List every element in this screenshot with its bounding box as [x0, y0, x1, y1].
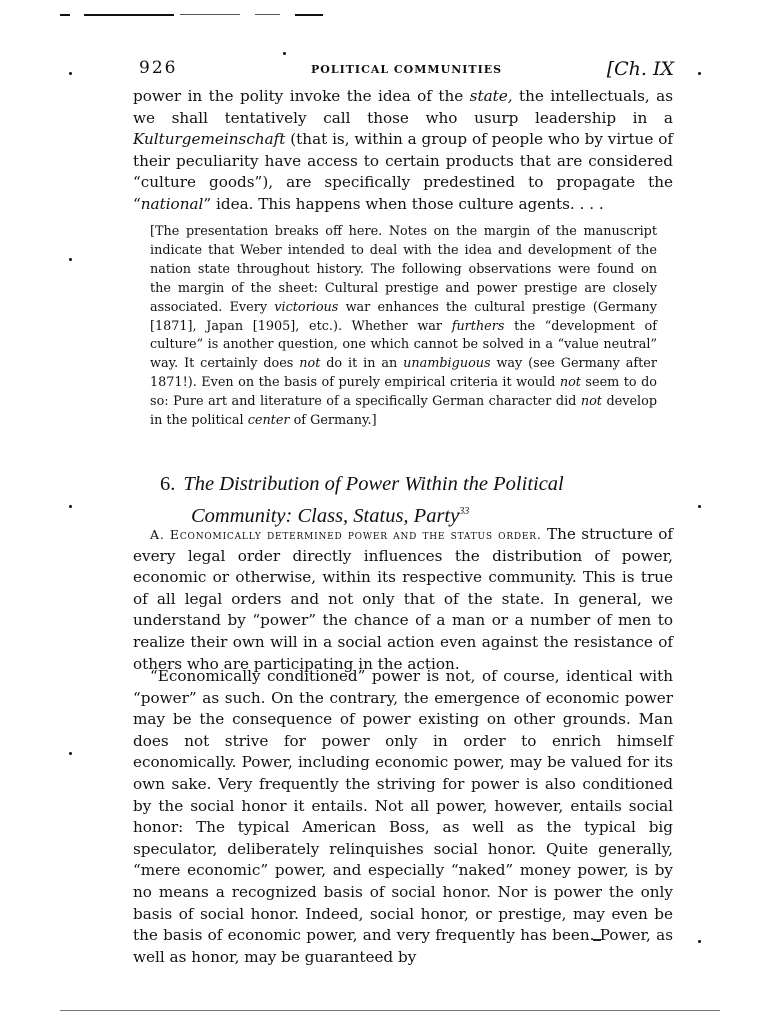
emphasis: not: [580, 394, 602, 410]
text-run: The structure of every legal order directly influences the distribution of power, economic or otherwise, within its respective community. This is true of all legal orders and not only that of the state. In general, we understand by “power” the chance of a man or a number of men to realize their own will in a social action even against the resistance of others who are participating in the action.: [133, 525, 673, 673]
text-run: do it in an: [320, 356, 404, 372]
text-run: [The presentation breaks off here. Notes on the margin of the manuscript indicate that Weber intended to deal with the idea and development of the nation state throughout history. The following observations were found on the margin of the sheet: Cultural prestige and power prestige are closely associated. Every: [150, 224, 657, 315]
text-run: seem to do so: Pure art and literature of a specifically German character did: [150, 375, 658, 410]
emphasis: national: [140, 194, 204, 213]
scan-artifact-dot: [69, 258, 72, 261]
text-run: of Germany.]: [289, 413, 377, 429]
subsection-paragraph: [133, 524, 673, 675]
scan-artifact-dot: [283, 52, 286, 55]
body-paragraph: [133, 666, 673, 968]
running-title: POLITICAL COMMUNITIES: [311, 63, 503, 76]
emphasis: not: [299, 356, 321, 372]
text-run: the “development of culture” is another question, one which cannot be solved in a “value neutral” way. It certainly does: [150, 318, 657, 372]
text-run: power in the polity invoke the idea of the: [133, 87, 470, 105]
section-number: 6.: [160, 473, 176, 495]
subsection-heading: A. Economically determined power and the status order.: [150, 527, 542, 542]
scan-artifact-dot: [698, 72, 701, 75]
text-run: the intellectuals, as we shall tentatively call those who usurp leadership in a: [133, 87, 673, 127]
paragraph-continuation: [133, 86, 673, 216]
scan-artifact-line: [255, 14, 280, 15]
footnote-reference: 33: [459, 506, 470, 517]
text-run: war enhances the cultural prestige (Germany [1871], Japan [1905], etc.). Whether war: [150, 299, 657, 334]
editorial-note: [150, 223, 657, 431]
text-run: develop in the political: [150, 394, 658, 429]
scan-artifact-line: [295, 14, 323, 16]
scan-artifact-dot: [698, 940, 701, 943]
emphasis: furthers: [451, 318, 505, 334]
running-header: [139, 58, 674, 82]
emphasis: unambiguous: [403, 356, 491, 372]
section-title-line1: The Distribution of Power Within the Political: [183, 473, 564, 495]
text-run: (that is, within a group of people who by virtue of their peculiarity have access to certain products that are considered “culture goods”), are specifically predestined to propagate the “: [133, 130, 673, 213]
chapter-label: [Ch. IX: [606, 58, 674, 80]
page-number: 926: [139, 58, 178, 78]
emphasis: center: [247, 413, 290, 429]
text-run: ” idea. This happens when those culture agents. . . .: [203, 194, 604, 213]
page-bottom-rule: [60, 1010, 720, 1011]
scan-artifact-dot: [69, 505, 72, 508]
emphasis: Kulturgemeinschaft: [133, 130, 286, 149]
scan-artifact-line: [180, 14, 240, 15]
scan-artifact-line: [84, 14, 174, 16]
emphasis: state,: [469, 87, 513, 105]
text-run: way (see Germany after 1871!). Even on the basis of purely empirical criteria it would: [150, 356, 657, 391]
scan-artifact-dot: [698, 505, 701, 508]
scan-artifact-dot: [69, 752, 72, 755]
scan-artifact-line: [60, 14, 70, 16]
emphasis: victorious: [274, 299, 339, 315]
text-run: “Economically conditioned” power is not, of course, identical with “power” as such. On the contrary, the emergence of economic power may be the consequence of power existing on other grounds. Man does not strive for power only in order to enrich himself economically. Power, including economic power, may be valued for its own sake. Very frequently the striving for power is also conditioned by the social honor it entails. Not all power, however, entails social honor: The typical American Boss, as well as the typical big speculator, deliberately relinquishes social honor. Quite generally, “mere economic” power, and especially “naked” money power, is by no means a recognized basis of social honor. Nor is power the only basis of social honor. Indeed, social honor, or prestige, may even be the basis of economic power, and very frequently has been. Power, as well as honor, may be guaranteed by: [133, 667, 673, 966]
scan-artifact-dot: [69, 72, 72, 75]
section-heading: [160, 470, 660, 530]
section-title-line2: Community: Class, Status, Party: [191, 504, 460, 527]
emphasis: not: [559, 375, 581, 391]
